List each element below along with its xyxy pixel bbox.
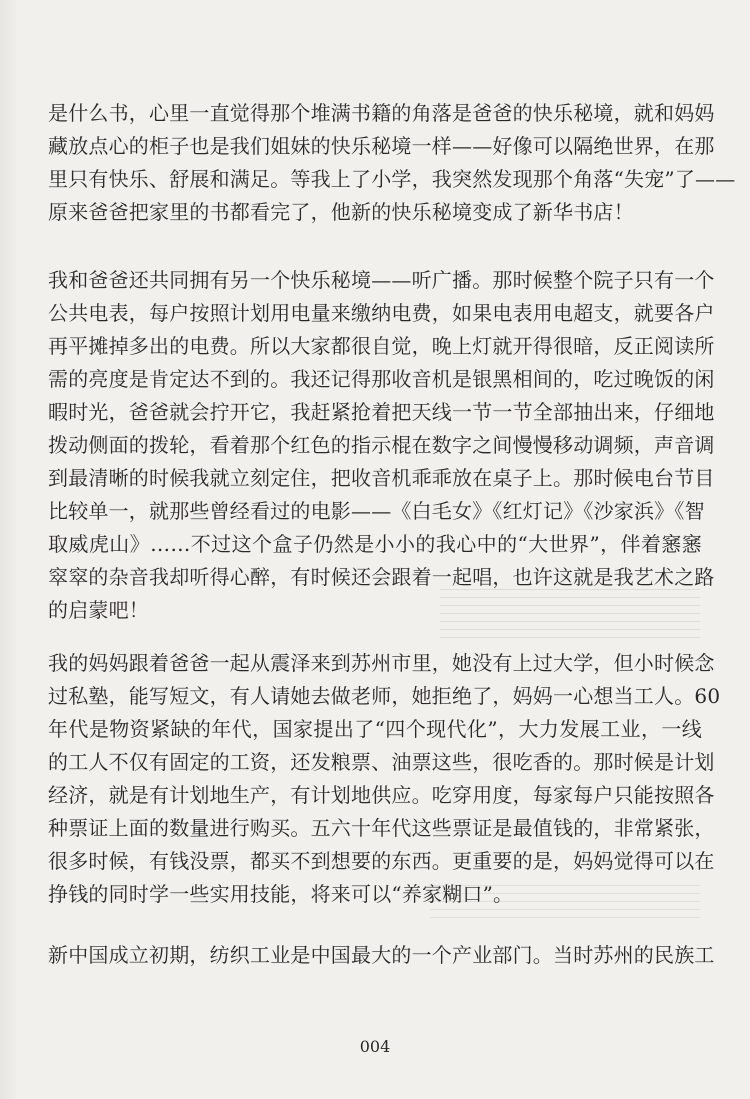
text-line: 原来爸爸把家里的书都看完了，他新的快乐秘境变成了新华书店！ (48, 200, 634, 224)
text-line: 比较单一，就那些曾经看过的电影——《白毛女》《红灯记》《沙家浜》《智 (48, 499, 705, 523)
text-line: 窣窣的杂音我却听得心醉，有时候还会跟着一起唱，也许这就是我艺术之路 (48, 565, 715, 589)
text-line: 藏放点心的柜子也是我们姐妹的快乐秘境一样——好像可以隔绝世界，在那 (48, 134, 715, 158)
text-line: 公共电表，每户按照计划用电量来缴纳电费，如果电表用电超支，就要各户 (48, 301, 715, 325)
text-line: 的工人不仅有固定的工资，还发粮票、油票这些，很吃香的。那时候是计划 (48, 750, 715, 774)
text-line: 的启蒙吧！ (48, 598, 149, 622)
text-line: 我和爸爸还共同拥有另一个快乐秘境——听广播。那时候整个院子只有一个 (48, 268, 715, 292)
text-line: 是什么书，心里一直觉得那个堆满书籍的角落是爸爸的快乐秘境，就和妈妈 (48, 101, 715, 125)
text-line: 需的亮度是肯定达不到的。我还记得那收音机是银黑相间的，吃过晚饭的闲 (48, 367, 715, 391)
text-line: 经济，就是有计划地生产，有计划地供应。吃穿用度，每家每户只能按照各 (48, 783, 715, 807)
text-line: 拨动侧面的拨轮，看着那个红色的指示棍在数字之间慢慢移动调频，声音调 (48, 433, 715, 457)
text-line: 取威虎山》……不过这个盒子仍然是小小的我心中的“大世界”，伴着窸窸 (48, 532, 702, 556)
text-line: 种票证上面的数量进行购买。五六十年代这些票证是最值钱的，非常紧张， (48, 816, 715, 840)
text-line: 很多时候，有钱没票，都买不到想要的东西。更重要的是，妈妈觉得可以在 (48, 849, 715, 873)
text-line: 过私塾，能写短文，有人请她去做老师，她拒绝了，妈妈一心想当工人。60 (48, 684, 721, 708)
text-line: 我的妈妈跟着爸爸一起从震泽来到苏州市里，她没有上过大学，但小时候念 (48, 651, 715, 675)
paragraph-1 (48, 97, 736, 229)
text-line: 挣钱的同时学一些实用技能，将来可以“养家糊口”。 (48, 882, 514, 906)
text-line: 暇时光，爸爸就会拧开它，我赶紧抢着把天线一节一节全部抽出来，仔细地 (48, 400, 715, 424)
paragraph-3 (48, 647, 721, 911)
text-line: 到最清晰的时候我就立刻定住，把收音机乖乖放在桌子上。那时候电台节目 (48, 466, 715, 490)
text-line: 里只有快乐、舒展和满足。等我上了小学，我突然发现那个角落“失宠”了—— (48, 167, 736, 191)
text-line: 新中国成立初期，纺织工业是中国最大的一个产业部门。当时苏州的民族工 (48, 943, 715, 967)
text-line: 年代是物资紧缺的年代，国家提出了“四个现代化”，大力发展工业，一线 (48, 717, 702, 741)
page-number: 004 (359, 1037, 391, 1056)
text-line: 再平摊掉多出的电费。所以大家都很自觉，晚上灯就开得很暗，反正阅读所 (48, 334, 715, 358)
paragraph-4 (48, 939, 715, 972)
paragraph-2 (48, 264, 715, 627)
